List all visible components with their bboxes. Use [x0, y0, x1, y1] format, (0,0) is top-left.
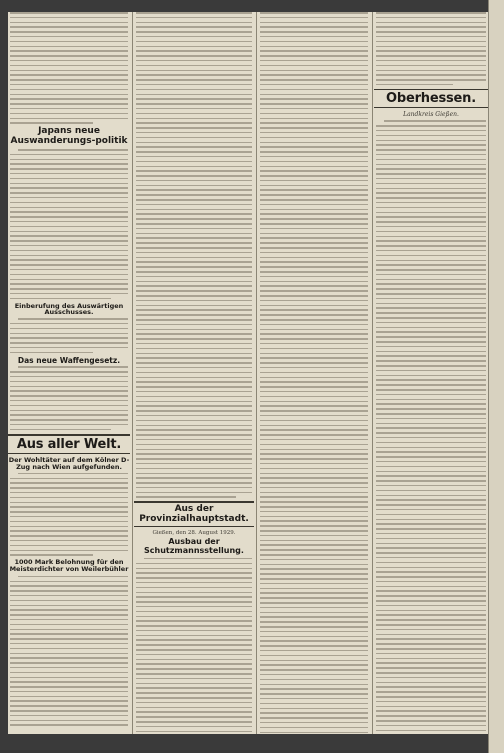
- newspaper-page: [8, 12, 488, 734]
- subheadline-train: Der Wohltäter auf dem Kölner D-Zug nach Wien aufgefunden.: [8, 456, 130, 471]
- section-header-world: [8, 434, 130, 455]
- column-3: [258, 12, 370, 734]
- headline-japan: Japans neue Auswanderungs-politik: [10, 126, 128, 146]
- article-text: [134, 12, 254, 498]
- column-4: [374, 12, 488, 734]
- subheadline-district: Landkreis Gießen.: [403, 111, 459, 119]
- column-rule: [132, 12, 133, 734]
- headline-world-news: Aus aller Welt.: [16, 436, 122, 452]
- dateline: Gießen, den 28. August 1929.: [152, 530, 236, 537]
- article-text: [8, 318, 130, 353]
- column-2: [134, 12, 254, 734]
- headline-oberhessen: Oberhessen.: [386, 90, 476, 106]
- headline-provincial-capital: Aus der Provinzialhauptstadt.: [139, 504, 249, 524]
- article-text: [8, 473, 130, 556]
- article-text: [8, 12, 130, 124]
- headline-reward: 1000 Mark Belohnung für den Meisterdichter von Weilerbühler: [9, 558, 129, 573]
- article-text: [258, 12, 370, 734]
- column-rule: [256, 12, 257, 734]
- headline-committee: Einberufung des Auswärtigen Ausschusses.: [14, 301, 124, 317]
- article-text: [374, 120, 488, 734]
- section-header-region: [374, 89, 488, 109]
- article-text: [134, 558, 254, 734]
- column-rule: [372, 12, 373, 734]
- adjacent-page-edge: [488, 0, 504, 753]
- article-text: [374, 12, 488, 85]
- article-text: [8, 149, 130, 299]
- headline-police: Ausbau der Schutzmannsstellung.: [144, 537, 244, 555]
- headline-weapons-law: Das neue Waffengesetz.: [17, 355, 121, 365]
- section-header-city: [134, 501, 254, 527]
- article-text: [8, 366, 130, 430]
- article-text: [8, 576, 130, 726]
- column-1: [8, 12, 130, 734]
